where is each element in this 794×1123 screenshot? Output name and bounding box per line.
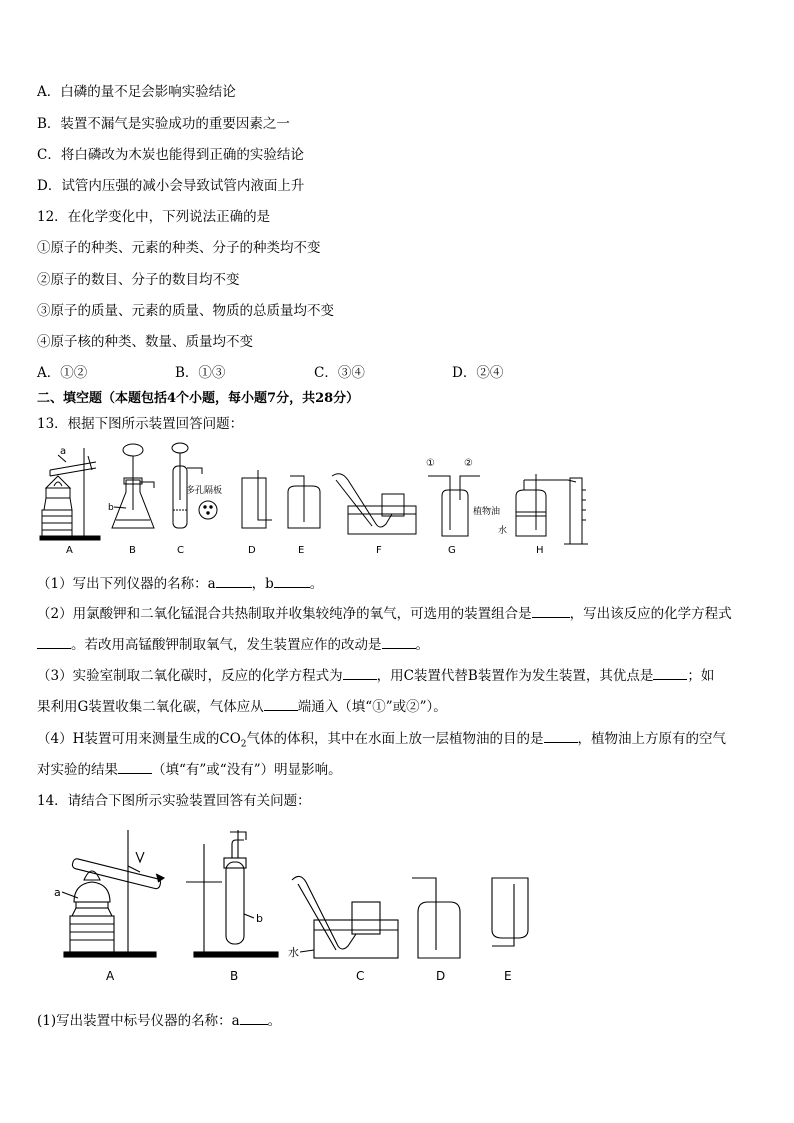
q13-label-water: 水 (498, 526, 508, 536)
q13-p3-blank-1[interactable] (343, 666, 377, 680)
q13-p4-text-4: 对实验的结果 (37, 762, 118, 778)
q13-apparatus-e (288, 476, 320, 556)
q13-part3-line1 (37, 666, 714, 685)
q13-p2-blank-1[interactable] (532, 604, 570, 618)
q14-label-a: a (54, 886, 61, 899)
q13-label-b: b (108, 503, 114, 513)
q14-apparatus-d (412, 878, 460, 983)
q13-part4-line2 (37, 760, 342, 779)
q13-label-a: a (60, 446, 67, 457)
q13-label-B: B (129, 545, 136, 556)
q13-apparatus-c (172, 443, 222, 556)
q14-p1-blank[interactable] (240, 1011, 268, 1025)
q13-p2-text-1: （2）用氯酸钾和二氧化锰混合共热制取并收集较纯净的氧气，可选用的装置组合是 (37, 606, 532, 622)
q12-stem: 12．在化学变化中，下列说法正确的是 (37, 209, 271, 225)
q14-apparatus-e (492, 878, 528, 983)
q13-p2-text-4: 。 (415, 637, 429, 653)
q13-apparatus-d (242, 470, 272, 556)
q14-apparatus-b (186, 830, 278, 983)
q13-p1-end: 。 (309, 576, 324, 592)
q13-label-porous: 多孔隔板 (186, 486, 223, 496)
q14-label-water: 水 (288, 946, 299, 959)
q13-label-oil: 植物油 (473, 507, 501, 517)
q13-p2-text-3: 。若改用高锰酸钾制取氧气，发生装置应作的改动是 (71, 637, 382, 653)
q12-statement-1: ①原子的种类、元素的种类、分子的种类均不变 (37, 240, 321, 256)
q13-stem: 13．根据下图所示装置回答问题： (37, 416, 244, 432)
q13-p1-text-b: ，b (251, 576, 274, 592)
q13-part3-line2 (37, 697, 447, 716)
q13-p3-blank-3[interactable] (264, 697, 298, 711)
q13-p3-text-4: 果利用G装置收集二氧化碳，气体应从 (37, 699, 264, 715)
q13-p2-blank-3[interactable] (382, 635, 416, 649)
q13-label-H: H (536, 545, 544, 556)
q13-part2-line2 (37, 635, 429, 654)
q14-stem: 14．请结合下图所示实验装置回答有关问题： (37, 793, 311, 809)
q14-label-b: b (256, 912, 263, 925)
q13-p4-text-2: 气体的体积，其中在水面上放一层植物油的目的是 (246, 731, 544, 747)
q13-p1-text-a: （1）写出下列仪器的名称：a (37, 576, 216, 592)
q12-statement-2: ②原子的数目、分子的数目均不变 (37, 272, 240, 288)
q14-p1-end: 。 (267, 1013, 282, 1029)
q12-choice-b: B．①③ (175, 365, 226, 381)
q13-apparatus-h (473, 474, 588, 556)
q11-option-c: C．将白磷改为木炭也能得到正确的实验结论 (37, 147, 304, 163)
section-heading: 二、填空题（本题包括4个小题，每小题7分，共28分） (37, 391, 360, 406)
q13-p2-text-2: ，写出该反应的化学方程式 (569, 606, 732, 622)
q13-apparatus-g (426, 458, 480, 556)
q14-p1-text: (1)写出装置中标号仪器的名称：a (37, 1013, 240, 1029)
q13-apparatus-b (108, 444, 154, 556)
q13-p4-subscript: 2 (240, 739, 247, 750)
q12-statement-4: ④原子核的种类、数量、质量均不变 (37, 334, 253, 350)
q13-part4-line1 (37, 729, 726, 754)
q11-option-a: A．白磷的量不足会影响实验结论 (37, 84, 236, 100)
q13-p3-text-1: （3）实验室制取二氧化碳时，反应的化学方程式为 (37, 668, 343, 684)
q11-option-d: D．试管内压强的减小会导致试管内液面上升 (37, 178, 305, 194)
q12-statement-3: ③原子的质量、元素的质量、物质的总质量均不变 (37, 303, 334, 319)
q14-label-D: D (436, 969, 446, 983)
q12-choices (37, 364, 637, 382)
q13-label-C: C (177, 545, 184, 556)
q13-label-A: A (66, 545, 73, 556)
q12-choice-c: C．③④ (314, 365, 365, 381)
q14-apparatus-figure (44, 822, 544, 987)
q13-p3-text-3: ；如 (687, 668, 715, 684)
q14-label-B: B (230, 969, 239, 983)
q13-label-g1: ① (426, 458, 435, 469)
q13-apparatus-f (332, 474, 416, 556)
q13-label-E: E (298, 545, 305, 556)
q13-part1 (37, 574, 323, 593)
q13-p1-blank-a[interactable] (216, 574, 252, 588)
q13-label-F: F (376, 545, 382, 556)
q13-label-G: G (448, 545, 456, 556)
q13-part2-line1 (37, 604, 732, 623)
q11-option-b: B．装置不漏气是实验成功的重要因素之一 (37, 116, 290, 132)
q13-p3-blank-2[interactable] (653, 666, 687, 680)
q13-p1-blank-b[interactable] (274, 574, 310, 588)
q13-p2-blank-2[interactable] (37, 635, 71, 649)
q14-part1 (37, 1011, 281, 1030)
q12-choice-a: A．①② (37, 365, 88, 381)
q14-label-C: C (356, 969, 365, 983)
q13-p3-text-2: ，用C装置代替B装置作为发生装置，其优点是 (376, 668, 654, 684)
q13-p4-text-3: ，植物油上方原有的空气 (577, 731, 726, 747)
q13-p4-text-5: （填“有”或“没有”）明显影响。 (152, 762, 342, 778)
q13-apparatus-figure (36, 440, 596, 560)
q13-p4-text-1: （4）H装置可用来测量生成的CO (37, 731, 241, 747)
q14-apparatus-c (288, 876, 398, 983)
q13-apparatus-a (40, 446, 100, 556)
q13-p4-blank-2[interactable] (118, 760, 152, 774)
q13-p3-text-5: 端通入（填“①”或②”）。 (297, 699, 447, 715)
q12-choice-d: D．②④ (452, 365, 504, 381)
q14-apparatus-a (54, 830, 164, 983)
q13-label-g2: ② (464, 458, 473, 469)
q14-label-E: E (504, 969, 512, 983)
q14-label-A: A (106, 969, 115, 983)
q13-p4-blank-1[interactable] (544, 729, 578, 743)
q13-label-D: D (248, 545, 256, 556)
